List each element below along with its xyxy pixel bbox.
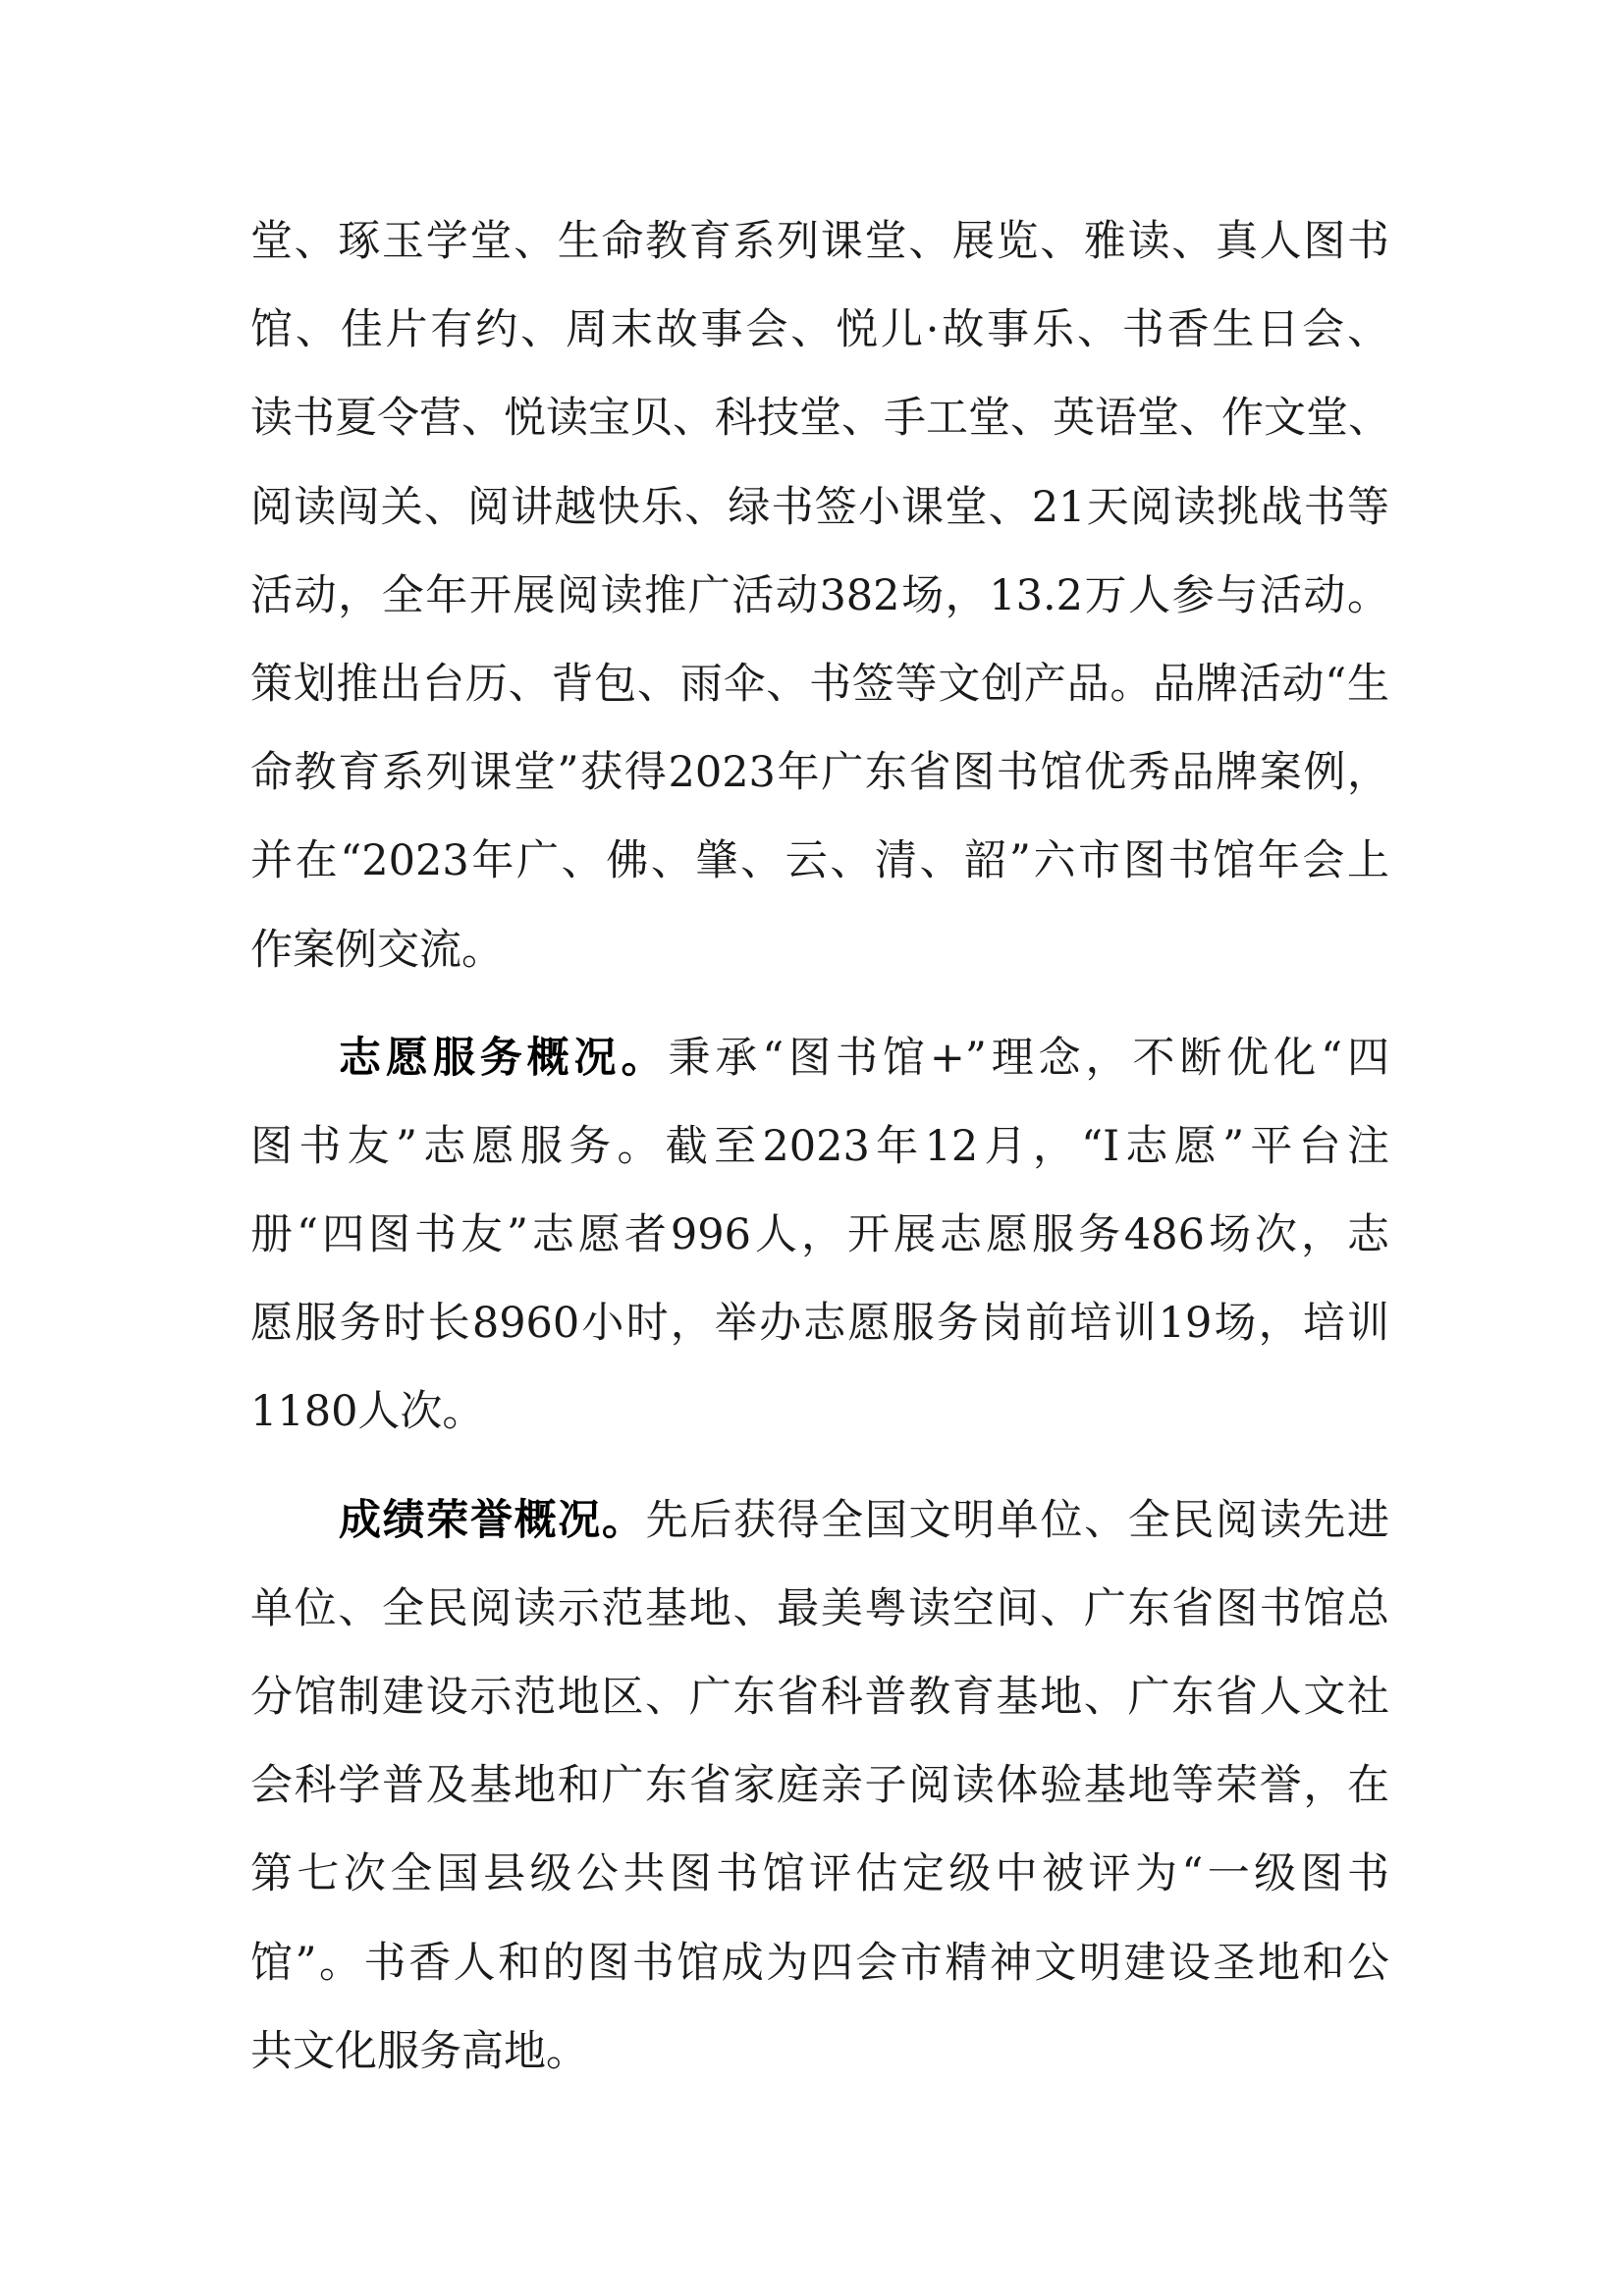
heading-continuation: 秉承“图书馆+”理念，不断优化“四: [668, 1033, 1389, 1083]
text-line: 单位、全民阅读示范基地、最美粤读空间、广东省图书馆总: [250, 1583, 1389, 1633]
heading-continuation: 先后获得全国文明单位、全民阅读先进: [645, 1495, 1390, 1545]
text-line: 活动，全年开展阅读推广活动382场，13.2万人参与活动。: [250, 570, 1389, 620]
text-line: 1180人次。: [250, 1387, 485, 1437]
text-line: 策划推出台历、背包、雨伞、书签等文创产品。品牌活动“生: [250, 659, 1389, 709]
text-line: 愿服务时长8960小时，举办志愿服务岗前培训19场，培训: [250, 1299, 1389, 1349]
text-line-first: [250, 1025, 1389, 1113]
text-line: 共文化服务高地。: [250, 2026, 588, 2076]
text-line: 第七次全国县级公共图书馆评估定级中被评为“一级图书: [250, 1849, 1389, 1899]
section-heading: 成绩荣誉概况。: [339, 1495, 646, 1545]
paragraph-volunteer-service: [250, 1025, 1389, 1468]
text-line: 作案例交流。: [250, 925, 504, 975]
paragraph-reading-activities: [250, 208, 1389, 1005]
text-line: 会科学普及基地和广东省家庭亲子阅读体验基地等荣誉，在: [250, 1761, 1389, 1811]
text-line: 馆”。书香人和的图书馆成为四会市精神文明建设圣地和公: [250, 1938, 1389, 1988]
text-line: 命教育系列课堂”获得2023年广东省图书馆优秀品牌案例，: [250, 748, 1389, 798]
text-line: 馆、佳片有约、周末故事会、悦儿·故事乐、书香生日会、: [250, 305, 1389, 355]
text-line: 分馆制建设示范地区、广东省科普教育基地、广东省人文社: [250, 1673, 1389, 1722]
body-text: [250, 208, 1389, 2107]
section-heading: 志愿服务概况。: [339, 1033, 669, 1083]
text-line: 读书夏令营、悦读宝贝、科技堂、手工堂、英语堂、作文堂、: [250, 394, 1390, 444]
text-line: 并在“2023年广、佛、肇、云、清、韶”六市图书馆年会上: [250, 836, 1389, 886]
paragraph-honors: [250, 1487, 1389, 2107]
text-line: 堂、琢玉学堂、生命教育系列课堂、展览、雅读、真人图书: [250, 217, 1389, 266]
text-line: 图书友”志愿服务。截至2023年12月，“I志愿”平台注: [250, 1121, 1389, 1171]
text-line: 册“四图书友”志愿者996人，开展志愿服务486场次，志: [250, 1210, 1389, 1260]
text-line-first: [250, 1487, 1389, 1575]
text-line: 阅读闯关、阅讲越快乐、绿书签小课堂、21天阅读挑战书等: [250, 482, 1389, 532]
